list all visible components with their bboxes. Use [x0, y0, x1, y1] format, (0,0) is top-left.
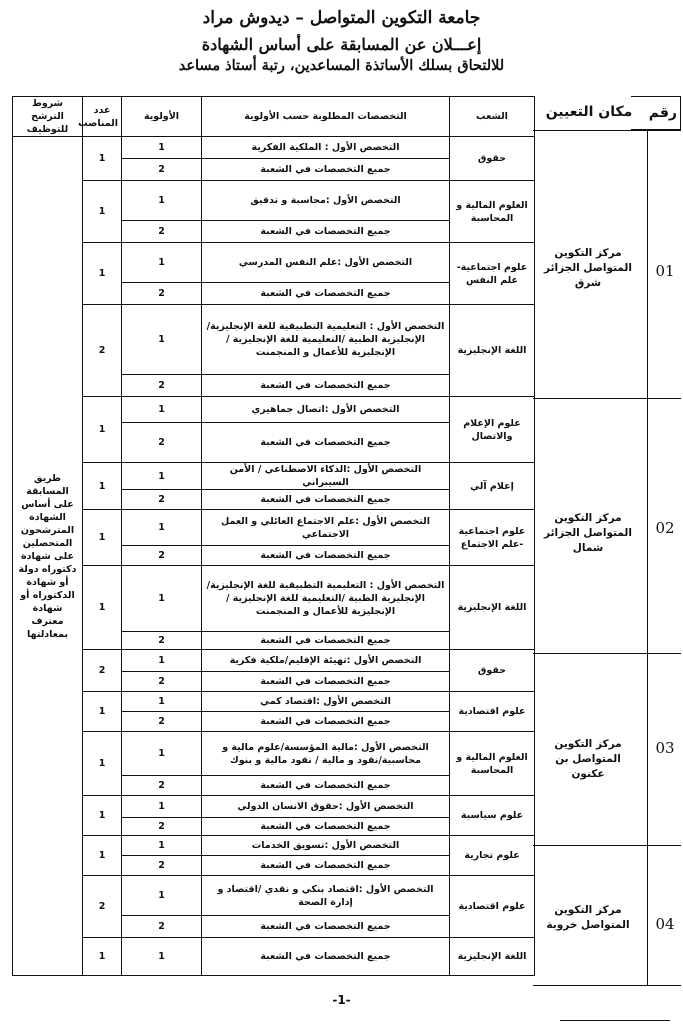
branch-header: الشعب [450, 97, 535, 137]
region-location: مركز التكوين المتواصل خروبة [546, 904, 630, 931]
number-column-header: رقم [631, 96, 681, 130]
positions-cell: 1 [83, 732, 122, 796]
document-header [0, 6, 683, 76]
conditions-cell: طريق المسابقة على أساس الشهادة المترشحون المتحصلين على شهادة دكتوراه دولة أو شهادة الدكتوراه أو شهادة معترف بمعادلتها [13, 137, 83, 976]
conditions-header: شروط الترشح للتوظيف [13, 97, 83, 137]
positions-cell: 2 [83, 650, 122, 692]
table-row [13, 650, 535, 672]
table-row [13, 397, 535, 423]
priority-cell: 2 [122, 632, 202, 650]
specialty-cell: جميع التخصصات في الشعبة [202, 776, 450, 796]
positions-cell: 1 [83, 836, 122, 876]
specialty-cell: التخصص الأول :اقتصاد كمي [202, 692, 450, 712]
specialty-cell: التخصص الأول :تهيئة الإقليم/ملكية فكرية [202, 650, 450, 672]
page-number: -1- [332, 993, 351, 1007]
positions-cell: 1 [83, 510, 122, 566]
specialty-cell: التخصص الأول :اقتصاد بنكي و نقدي /اقتصاد و إدارة الصحة [202, 876, 450, 916]
table-row [13, 836, 535, 856]
specialty-cell: جميع التخصصات في الشعبة [202, 375, 450, 397]
priority-cell: 2 [122, 856, 202, 876]
positions-cell: 1 [83, 566, 122, 650]
priority-cell: 1 [122, 463, 202, 490]
specialty-cell: جميع التخصصات في الشعبة [202, 938, 450, 976]
specialty-cell: جميع التخصصات في الشعبة [202, 546, 450, 566]
priority-cell: 1 [122, 796, 202, 818]
branch-cell: حقوق [450, 650, 535, 692]
branch-cell: حقوق [450, 137, 535, 181]
table-row [13, 732, 535, 776]
specialty-cell: التخصص الأول :علم الاجتماع العائلي و العمل الاجتماعي [202, 510, 450, 546]
priority-cell: 1 [122, 397, 202, 423]
priority-header: الأولوية [122, 97, 202, 137]
branch-cell: إعلام آلي [450, 463, 535, 510]
priority-cell: 2 [122, 672, 202, 692]
priority-cell: 2 [122, 283, 202, 305]
branch-cell: اللغة الإنجليزية [450, 305, 535, 397]
positions-cell: 2 [83, 305, 122, 397]
region-divider [533, 985, 681, 986]
priority-cell: 1 [122, 510, 202, 546]
specialty-cell: جميع التخصصات في الشعبة [202, 221, 450, 243]
region-divider [533, 845, 681, 846]
table-row [13, 181, 535, 221]
priority-cell: 1 [122, 243, 202, 283]
university-title: جامعة التكوين المتواصل – ديدوش مراد [202, 8, 481, 28]
table-row [13, 692, 535, 712]
priority-cell: 1 [122, 836, 202, 856]
announcement-subtitle: للالتحاق بسلك الأساتذة المساعدين، رتبة أستاذ مساعد [178, 57, 505, 74]
specialty-cell: جميع التخصصات في الشعبة [202, 423, 450, 463]
specialty-cell: جميع التخصصات في الشعبة [202, 916, 450, 938]
priority-cell: 1 [122, 566, 202, 632]
specialty-cell: التخصص الأول : التعليمية التطبيقية للغة الإنجليزية/الإنجليزية الطبية /التعليمية للغة الإنجليزية / الإنجليزية للأعمال و المنجمنت [202, 305, 450, 375]
branch-cell: علوم اجتماعية- علم النفس [450, 243, 535, 305]
positions-cell: 1 [83, 463, 122, 510]
specialty-cell: التخصص الأول :محاسبة و تدقيق [202, 181, 450, 221]
specialty-cell: جميع التخصصات في الشعبة [202, 283, 450, 305]
priority-cell: 2 [122, 818, 202, 836]
number-column-divider [647, 130, 648, 985]
specialty-cell: التخصص الأول : التعليمية التطبيقية للغة الإنجليزية/الإنجليزية الطبية /التعليمية للغة الإنجليزية / الإنجليزية للأعمال و المنجمنت [202, 566, 450, 632]
branch-cell: العلوم المالية و المحاسبة [450, 732, 535, 796]
positions-cell: 1 [83, 796, 122, 836]
priority-cell: 1 [122, 732, 202, 776]
priority-cell: 1 [122, 876, 202, 916]
priority-cell: 2 [122, 423, 202, 463]
priority-cell: 2 [122, 712, 202, 732]
region-location: مركز التكوين المتواصل بن عكنون [554, 738, 622, 780]
specialty-cell: التخصص الأول :اتصال جماهيري [202, 397, 450, 423]
positions-cell: 2 [83, 876, 122, 938]
region-number: 03 [655, 739, 675, 757]
location-column-header: مكان التعيين [545, 104, 633, 120]
region-number: 02 [655, 519, 675, 537]
priority-cell: 2 [122, 221, 202, 243]
table-row [13, 305, 535, 375]
table-row [13, 510, 535, 546]
table-header-row [13, 97, 535, 137]
specialty-cell: التخصص الأول :علم النفس المدرسي [202, 243, 450, 283]
specialty-cell: التخصص الأول :الذكاء الاصطناعي / الأمن السيبراني [202, 463, 450, 490]
positions-cell: 1 [83, 243, 122, 305]
branch-cell: العلوم المالية و المحاسبة [450, 181, 535, 243]
positions-table [12, 96, 535, 976]
priority-cell: 2 [122, 776, 202, 796]
priority-cell: 1 [122, 181, 202, 221]
specialty-cell: جميع التخصصات في الشعبة [202, 632, 450, 650]
corner-rule [560, 1020, 670, 1021]
specialty-cell: التخصص الأول : الملكية الفكرية [202, 137, 450, 159]
priority-cell: 2 [122, 375, 202, 397]
branch-cell: علوم سياسية [450, 796, 535, 836]
positions-cell: 1 [83, 938, 122, 976]
positions-cell: 1 [83, 181, 122, 243]
branch-cell: علوم تجارية [450, 836, 535, 876]
table-row [13, 938, 535, 976]
specialty-cell: جميع التخصصات في الشعبة [202, 159, 450, 181]
specialty-cell: جميع التخصصات في الشعبة [202, 712, 450, 732]
table-row [13, 876, 535, 916]
priority-cell: 2 [122, 159, 202, 181]
region-number: 04 [655, 915, 675, 933]
branch-cell: اللغة الإنجليزية [450, 938, 535, 976]
region-divider [533, 398, 681, 399]
table-row [13, 137, 535, 159]
specialty-cell: التخصص الأول :حقوق الانسان الدولي [202, 796, 450, 818]
priority-cell: 2 [122, 490, 202, 510]
branch-cell: علوم الإعلام والاتصال [450, 397, 535, 463]
priority-cell: 1 [122, 305, 202, 375]
region-number: 01 [655, 262, 675, 280]
table-row [13, 566, 535, 632]
branch-cell: علوم اجتماعية -علم الاجتماع [450, 510, 535, 566]
specialties-header: التخصصات المطلوبة حسب الأولوية [202, 97, 450, 137]
specialty-cell: جميع التخصصات في الشعبة [202, 856, 450, 876]
table-row [13, 796, 535, 818]
region-location: مركز التكوين المتواصل الجزائر شمال [544, 512, 632, 554]
specialty-cell: جميع التخصصات في الشعبة [202, 818, 450, 836]
positions-cell: 1 [83, 692, 122, 732]
specialty-cell: التخصص الأول :تسويق الخدمات [202, 836, 450, 856]
branch-cell: علوم اقتصادية [450, 876, 535, 938]
specialty-cell: التخصص الأول :مالية المؤسسة/علوم مالية و محاسبية/نقود و مالية / نقود مالية و بنوك [202, 732, 450, 776]
table-row [13, 463, 535, 490]
positions-cell: 1 [83, 137, 122, 181]
branch-cell: اللغة الإنجليزية [450, 566, 535, 650]
priority-cell: 2 [122, 546, 202, 566]
priority-cell: 1 [122, 650, 202, 672]
region-divider [533, 653, 681, 654]
specialty-cell: جميع التخصصات في الشعبة [202, 672, 450, 692]
priority-cell: 1 [122, 137, 202, 159]
priority-cell: 1 [122, 692, 202, 712]
positions-header: عدد المناصب [83, 97, 122, 137]
specialty-cell: جميع التخصصات في الشعبة [202, 490, 450, 510]
priority-cell: 2 [122, 916, 202, 938]
table-row [13, 243, 535, 283]
priority-cell: 1 [122, 938, 202, 976]
announcement-title: إعـــلان عن المسابقة على أساس الشهادة [201, 35, 482, 54]
branch-cell: علوم اقتصادية [450, 692, 535, 732]
region-location: مركز التكوين المتواصل الجزائر شرق [544, 247, 632, 289]
positions-cell: 1 [83, 397, 122, 463]
region-divider [533, 130, 681, 131]
